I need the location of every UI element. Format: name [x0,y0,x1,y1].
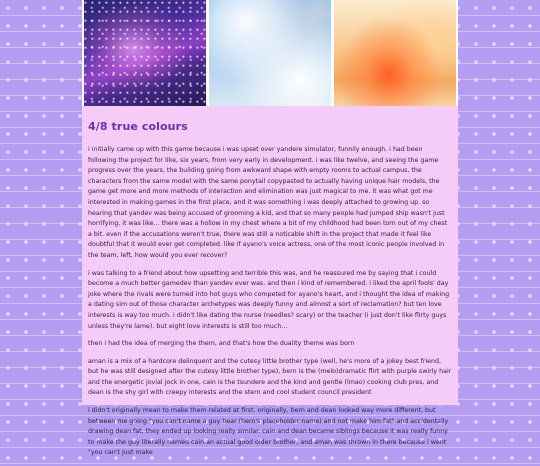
post-paragraph: i was talking to a friend about how upsetting and terrible this was, and he reassured me by saying that i could become a much better gamedev than yandev ever was. and then i kind of remembered. i liked the april fools' day joke where the rivals were turned into hot guys who competed for ayano's heart, and i thought the idea of making a dating sim out of those character archetypes was deeply funny and almost a sort of reclamation? but ten love interests is way too much. i didn't like dating the nurse (needles? scary) or the teacher (i just don't like flirty guys unless they're lame). but eight love interests is still too much... [88,269,450,330]
header-banner [82,0,458,106]
post-paragraph: then i had the idea of merging the them, and that's how the duality theme was born [88,340,355,348]
sunset-image [334,0,456,106]
post-title: 4/8 true colours [88,120,188,133]
post-content [82,106,458,466]
post-paragraph: i initially came up with this game because i was upset over yandere simulator, funnily enough. i had been following the project for like, six years, from very early in development. i was like twelve, and seeing the game progress over the years, the building going from awkward shape with empty rooms to actual campus, the characters from the same model with the same ponytail copypasted to actually having unique hair models, the game get more and more methods of interaction and elimination was just magical to me. it was what got me interested in making games in the first place, and it was something i was deeply attached to growing up. so hearing that yandev was being accused of grooming a kid, and that so many people had jumped ship wasn't just horrifying, it was like... there was a hollow in my chest where a bit of my childhood had been torn out of my chest a bit. even if the accusations weren't true, there was still a noticable shift in the project that made it feel like doubtful that it would ever get completed. like if ayano's voice actress, one of the most iconic people involved in the team, left, how would you ever recover? [88,146,448,259]
clouds-image [209,0,331,106]
post-paragraph: i didn't originally mean to make them related at first. originally, bern and dean looked way more different, but between me going "you can't name a guy bear (bern's placeholder name) and not make him fat" and accidentally drawing dean fat, they ended up looking really similar. cain and dean became siblings because it was really funny to make the guy literally named cain an actual good older brother, and aman was thrown in there because i went "you can't just make [88,407,449,457]
blog-page [82,0,458,457]
post-paragraph: aman is a mix of a hardcore delinquent and the cutesy little brother type (well, he's more of a jokey best friend, but he was still designed after the cutesy little brother type), bern is the (melo)dramatic flirt with purple swirly hair and the energetic jovial jock in one, cain is the tsundere and the kind and gentle (lmao) cooking club pres, and dean is the shy girl with creepy interests and the stern and cool student council president [88,357,452,397]
galaxy-image [84,0,206,106]
